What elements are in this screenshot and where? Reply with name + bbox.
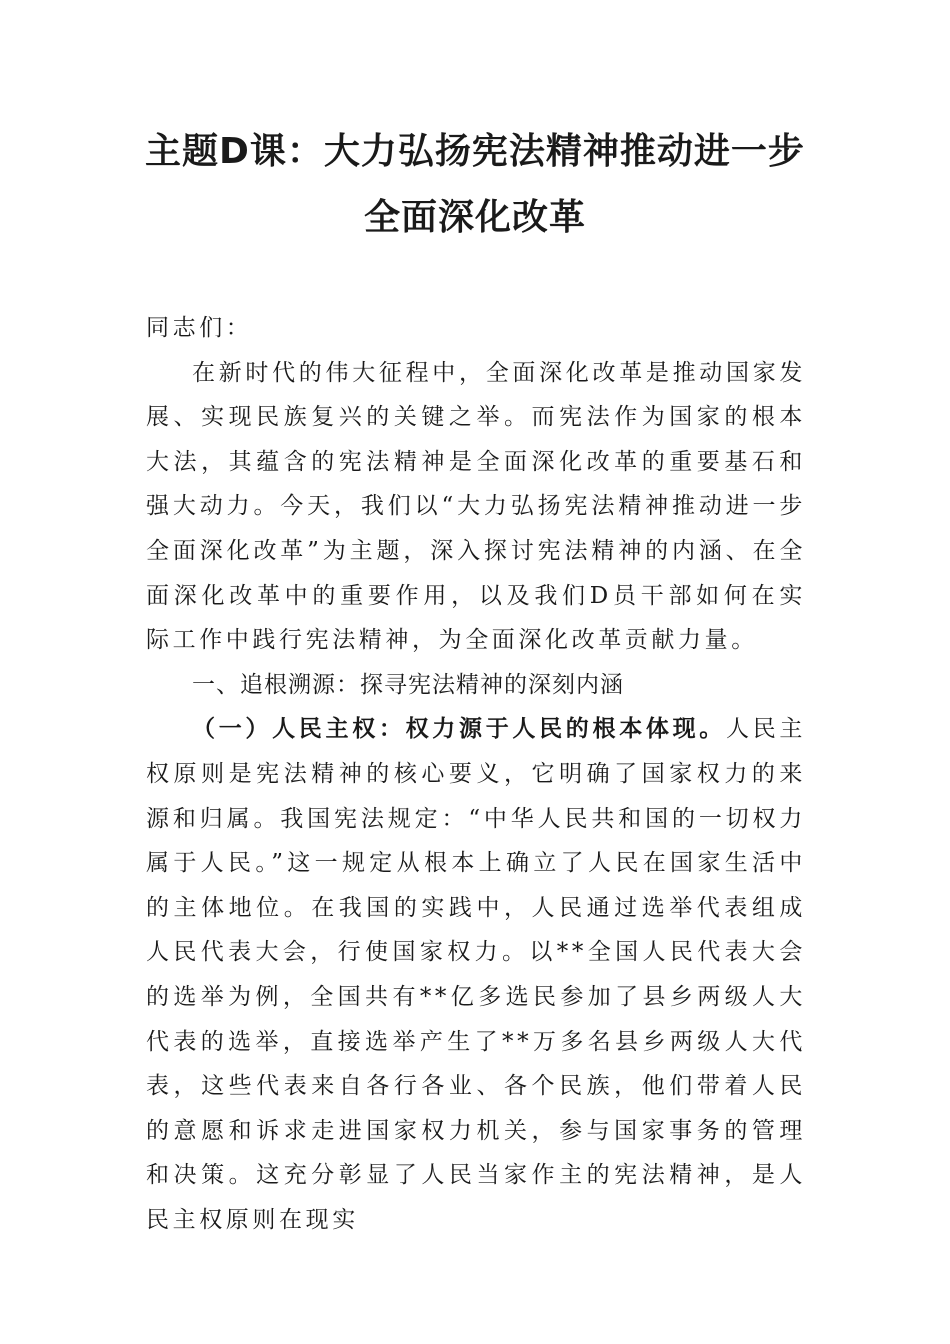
section-heading: 一、追根溯源：探寻宪法精神的深刻内涵 xyxy=(192,671,624,698)
document-body xyxy=(146,306,806,1242)
subsection-body: 人民主权原则是宪法精神的核心要义，它明确了国家权力的来源和归属。我国宪法规定：“中华人民共和国的一切权力属于人民。”这一规定从根本上确立了人民在国家生活中的主体地位。在我国的实践中，人民通过选举代表组成人民代表大会，行使国家权力。以**全国人民代表大会的选举为例，全国共有**亿多选民参加了县乡两级人大代表的选举，直接选举产生了**万多名县乡两级人大代表，这些代表来自各行各业、各个民族，他们带着人民的意愿和诉求走进国家权力机关，参与国家事务的管理和决策。这充分彰显了人民当家作主的宪法精神，是人民主权原则在现实 xyxy=(146,716,806,1233)
intro-paragraph: 在新时代的伟大征程中，全面深化改革是推动国家发展、实现民族复兴的关键之举。而宪法作为国家的根本大法，其蕴含的宪法精神是全面深化改革的重要基石和强大动力。今天，我们以“大力弘扬宪法精神推动进一步全面深化改革”为主题，深入探讨宪法精神的内涵、在全面深化改革中的重要作用，以及我们D员干部如何在实际工作中践行宪法精神，为全面深化改革贡献力量。 xyxy=(146,359,806,654)
subsection-paragraph xyxy=(146,707,806,1242)
subsection-heading: （一）人民主权：权力源于人民的根本体现。 xyxy=(192,715,726,743)
document-title-line-1: 主题D课：大力弘扬宪法精神推动进一步 xyxy=(145,131,805,172)
document-title-line-2: 全面深化改革 xyxy=(363,197,586,238)
salutation: 同志们： xyxy=(146,315,253,341)
